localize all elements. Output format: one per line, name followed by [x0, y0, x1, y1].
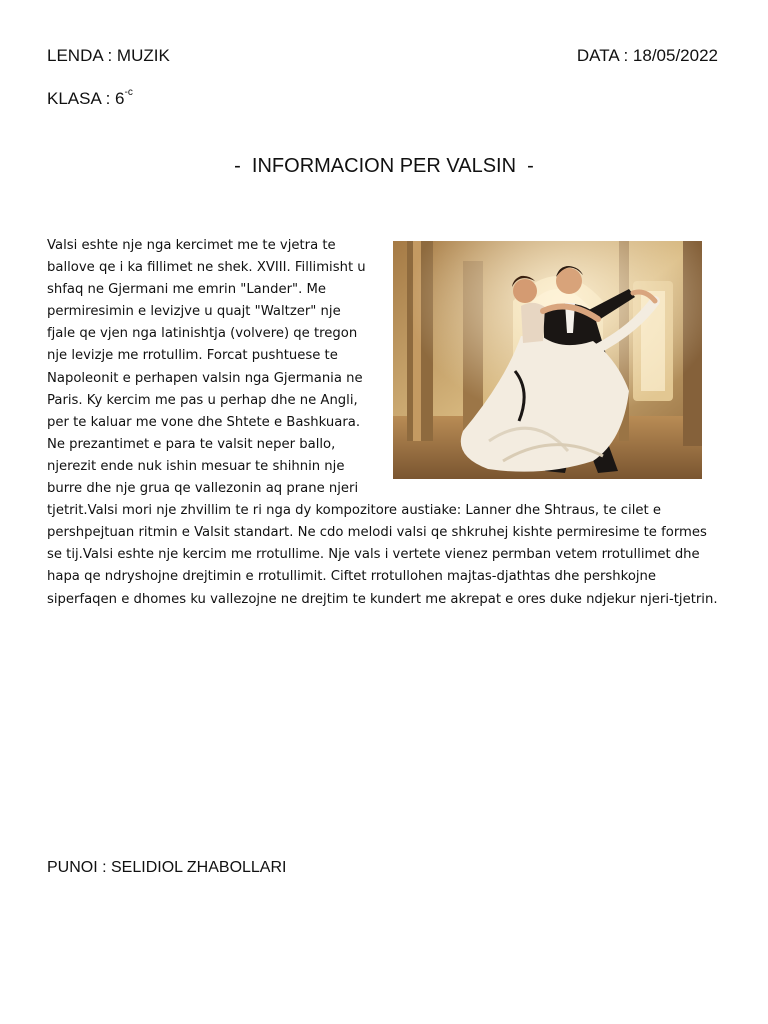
class-superscript: -c [124, 87, 133, 98]
page-title: - INFORMACION PER VALSIN - [234, 155, 534, 177]
waltz-dancers-photo [393, 241, 702, 479]
date-label: DATA : 18/05/2022 [576, 46, 718, 65]
class-label [47, 83, 133, 109]
class-text: KLASA : 6 [47, 89, 125, 108]
subject-label: LENDA : MUZIK [47, 46, 170, 65]
author-label: PUNOI : SELIDIOL ZHABOLLARI [47, 859, 287, 876]
article-text: Valsi eshte nje nga kercimet me te vjetra te ballove qe i ka fillimet ne shek. XVIII. Fillimisht u shfaq ne Gjermani me emrin "Lander". Me permiresimin e levizjve u quajt "Waltzer" nje fjale qe vjen nga latinishtja (volvere) qe tregon nje levizje me rrotullim. Forcat pushtuese te Napoleonit e perhapen valsin nga Gjermania ne Paris. Ky kercim me pas u perhap dhe ne Angli, per te kaluar me vone dhe Shtete e Bashkuara. Ne prezantimet e para te valsit neper ballo, njerezit ende nuk ishin mesuar te shihnin nje burre dhe nje grua qe vallezonin aq prane njeri tjetrit.Valsi mori nje zhvillim te ri nga dy kompozitore austiake: Lanner dhe Shtraus, te cilet e pershpejtuan ritmin e Valsit standart. Ne cdo melodi valsi qe shkruhej kishte permiresime te formes se tij.Valsi eshte nje kercim me rrotullime. Nje vals i vertete vienez permban vetem rrotullimet dhe hapa qe ndryshojne drejtimin e rrotullimit. Ciftet rrotullohen majtas-djathtas dhe pershkojne siperfaqen e dhomes ku vallezojne ne drejtim te kundert me akrepat e ores duke ndjekur njeri-tjetrin. [47, 238, 718, 607]
article-body [47, 235, 719, 611]
